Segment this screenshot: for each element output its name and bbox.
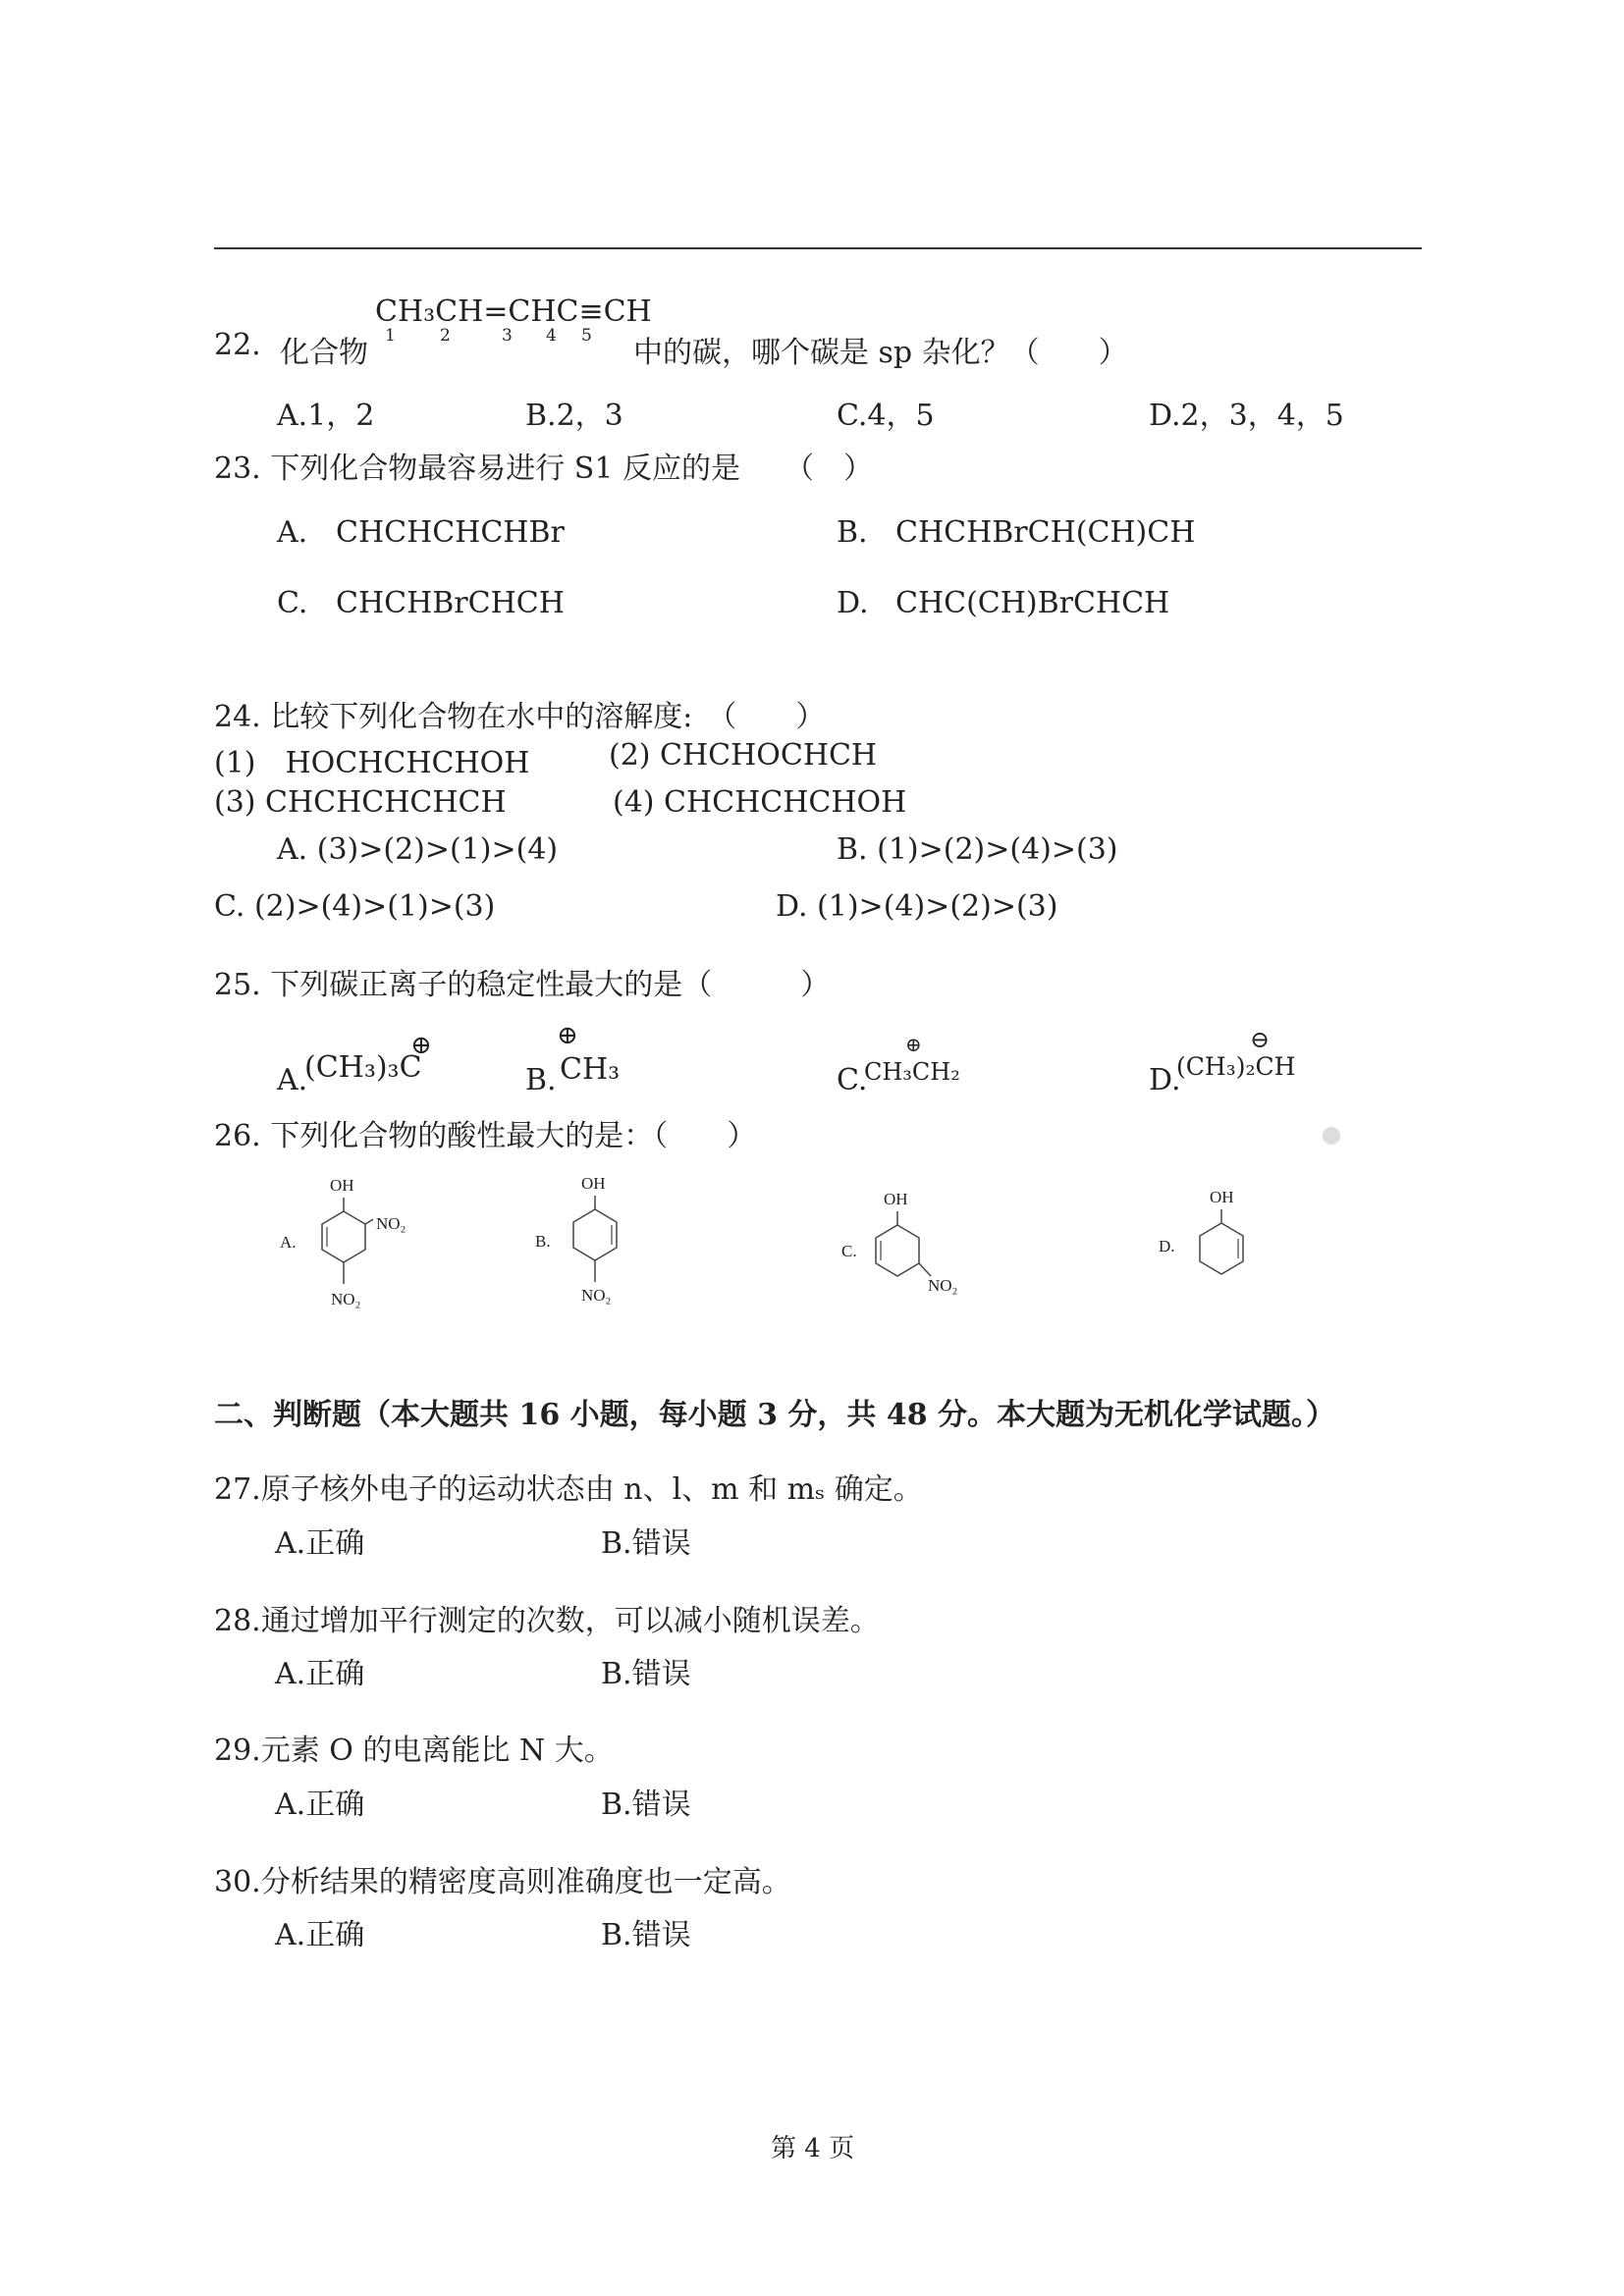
q22-carbon-5: 5 bbox=[581, 326, 592, 346]
q22-formula: CH₃CH=CHC≡CH bbox=[375, 294, 652, 329]
q24-option-a: A. (3)>(2)>(1)>(4) bbox=[277, 832, 559, 867]
q22-carbon-3: 3 bbox=[502, 326, 513, 346]
q22-carbon-4: 4 bbox=[546, 326, 557, 346]
page-number: 第 4 页 bbox=[771, 2134, 855, 2163]
q26-b-no2: NO₂ bbox=[581, 1286, 612, 1305]
q29-stem: 29.元素 O 的电离能比 N 大。 bbox=[214, 1734, 614, 1768]
q25-option-c-formula: CH₃CH₂ bbox=[864, 1058, 960, 1086]
q22-carbon-1: 1 bbox=[385, 326, 396, 346]
q29-option-b: B.错误 bbox=[601, 1788, 691, 1822]
q25-option-c-label: C. bbox=[837, 1063, 868, 1097]
q25-option-d-label: D. bbox=[1149, 1063, 1181, 1097]
q23-option-c: CHCHBrCHCH bbox=[336, 586, 565, 620]
header-rule bbox=[214, 247, 1422, 249]
q22-option-b: B.2，3 bbox=[525, 399, 623, 433]
q30-option-a: A.正确 bbox=[275, 1918, 365, 1952]
q26-d-oh: OH bbox=[1210, 1188, 1234, 1206]
q23-option-d-label: D. bbox=[837, 586, 869, 620]
q28-option-b: B.错误 bbox=[601, 1657, 691, 1691]
q25-stem: 25. 下列碳正离子的稳定性最大的是（ ） bbox=[214, 968, 831, 1002]
q24-option-b: B. (1)>(2)>(4)>(3) bbox=[837, 832, 1118, 867]
q26-c-no2: NO₂ bbox=[928, 1276, 958, 1295]
q25-option-d-formula: (CH₃)₂CH bbox=[1176, 1052, 1296, 1081]
q28-option-a: A.正确 bbox=[275, 1657, 365, 1691]
q24-compound-4: (4) CHCHCHCHOH bbox=[613, 785, 907, 820]
q22-suffix: 中的碳，哪个碳是 sp 杂化？（ ） bbox=[633, 336, 1128, 370]
q26-c-oh: OH bbox=[884, 1190, 908, 1208]
q25-option-a-label: A. bbox=[277, 1063, 308, 1097]
q27-stem: 27.原子核外电子的运动状态由 n、l、m 和 mₛ 确定。 bbox=[214, 1472, 923, 1507]
q26-c-label: C. bbox=[841, 1242, 857, 1260]
q26-a-label: A. bbox=[280, 1233, 297, 1252]
q26-a-benzene-ring bbox=[314, 1198, 373, 1288]
q26-a-no2-ortho: NO₂ bbox=[376, 1214, 406, 1233]
q27-option-b: B.错误 bbox=[601, 1526, 691, 1561]
q24-compound-3: (3) CHCHCHCHCH bbox=[214, 785, 507, 820]
q22-option-c: C.4，5 bbox=[837, 399, 935, 433]
q26-stem: 26. 下列化合物的酸性最大的是：（ ） bbox=[214, 1119, 757, 1153]
q25-option-a-charge: ⊕ bbox=[410, 1031, 432, 1060]
q25-option-b-formula: CH₃ bbox=[560, 1052, 621, 1087]
q22-number: 22. bbox=[214, 328, 261, 362]
scan-dot bbox=[1323, 1127, 1340, 1145]
q23-option-a: CHCHCHCHBr bbox=[336, 515, 565, 550]
q24-option-d: D. (1)>(4)>(2)>(3) bbox=[776, 889, 1058, 924]
q26-d-benzene-ring bbox=[1192, 1209, 1251, 1284]
q27-option-a: A.正确 bbox=[275, 1526, 365, 1561]
q29-option-a: A.正确 bbox=[275, 1788, 365, 1822]
q23-option-c-label: C. bbox=[277, 586, 308, 620]
q22-prefix: 化合物 bbox=[280, 336, 368, 370]
q30-stem: 30.分析结果的精密度高则准确度也一定高。 bbox=[214, 1865, 791, 1899]
q23-stem: 23. 下列化合物最容易进行 S1 反应的是 （ ） bbox=[214, 452, 873, 486]
q30-option-b: B.错误 bbox=[601, 1918, 691, 1952]
q25-option-c-charge: ⊕ bbox=[905, 1033, 922, 1056]
q23-option-d: CHC(CH)BrCHCH bbox=[895, 586, 1170, 620]
q22-carbon-2: 2 bbox=[440, 326, 451, 346]
q25-option-b-charge: ⊕ bbox=[557, 1021, 578, 1050]
q24-compound-2: (2) CHCHOCHCH bbox=[609, 738, 878, 773]
q25-option-b-label: B. bbox=[525, 1063, 557, 1097]
q26-b-benzene-ring bbox=[566, 1196, 624, 1286]
q24-compound-1: (1) HOCHCHCHOH bbox=[214, 746, 530, 780]
q22-option-a: A.1，2 bbox=[277, 399, 375, 433]
q25-option-a-formula: (CH₃)₃C bbox=[304, 1050, 422, 1085]
q24-option-c: C. (2)>(4)>(1)>(3) bbox=[214, 889, 496, 924]
q25-option-d-charge: ⊖ bbox=[1250, 1026, 1271, 1053]
q23-option-a-label: A. bbox=[277, 515, 308, 550]
q24-stem: 24. 比较下列化合物在水中的溶解度: （ ） bbox=[214, 700, 826, 734]
q23-option-b: CHCHBrCH(CH)CH bbox=[895, 515, 1196, 550]
section-2-heading: 二、判断题（本大题共 16 小题，每小题 3 分，共 48 分。本大题为无机化学试题。） bbox=[214, 1398, 1336, 1432]
q26-a-no2-para: NO₂ bbox=[331, 1290, 361, 1308]
q26-b-oh: OH bbox=[581, 1174, 606, 1193]
q26-b-label: B. bbox=[535, 1232, 551, 1251]
q28-stem: 28.通过增加平行测定的次数，可以减小随机误差。 bbox=[214, 1604, 880, 1638]
q23-option-b-label: B. bbox=[837, 515, 868, 550]
q26-a-oh: OH bbox=[330, 1176, 354, 1195]
q22-option-d: D.2，3，4，5 bbox=[1149, 399, 1344, 433]
q26-c-benzene-ring bbox=[868, 1211, 937, 1290]
q26-d-label: D. bbox=[1159, 1237, 1175, 1255]
